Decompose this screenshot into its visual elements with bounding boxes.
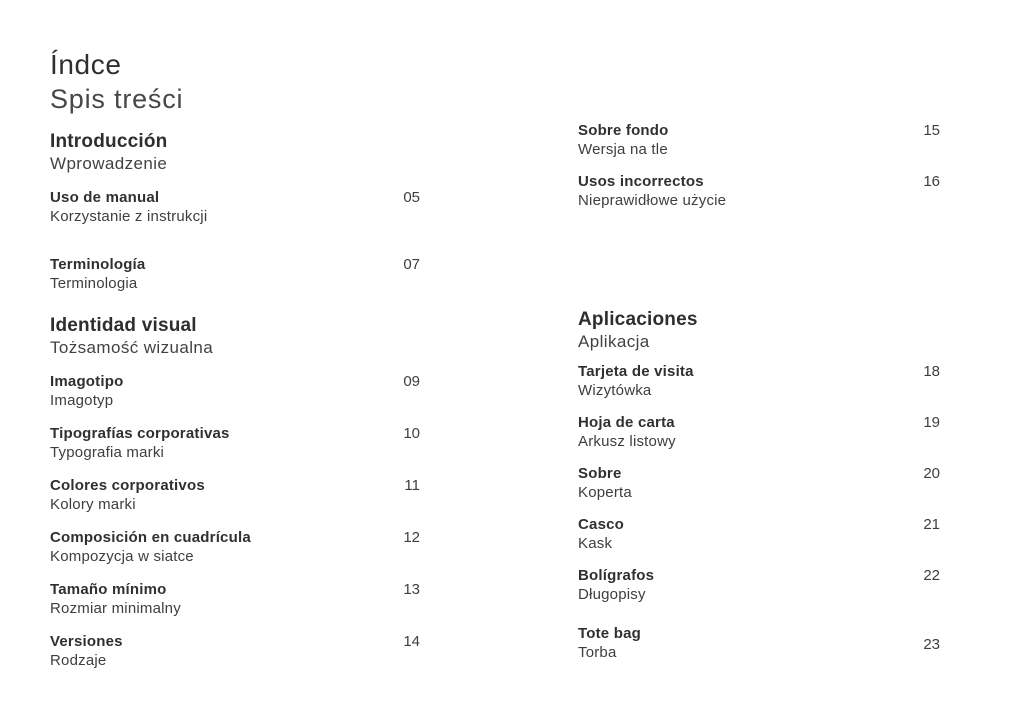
toc-entry-hoja-de-carta[interactable] [578, 413, 940, 451]
entry-title: Tote bag [578, 625, 641, 642]
left-column [50, 48, 420, 670]
toc-entry-tarjeta-de-visita[interactable] [578, 362, 940, 400]
entry-title: Imagotipo [50, 373, 124, 390]
toc-entry-imagotipo[interactable] [50, 372, 420, 410]
entry-title: Colores corporativos [50, 477, 205, 494]
entry-title: Sobre [578, 465, 622, 482]
section-subtitle: Wprowadzenie [50, 154, 168, 173]
entry-title: Bolígrafos [578, 567, 655, 584]
entry-page-number: 09 [403, 373, 420, 390]
entry-title: Tarjeta de visita [578, 363, 694, 380]
entry-subtitle: Wersja na tle [578, 141, 668, 158]
entry-title: Hoja de carta [578, 414, 675, 431]
entry-page-number: 11 [404, 477, 420, 494]
entry-page-number: 13 [403, 581, 420, 598]
entry-title: Usos incorrectos [578, 173, 704, 190]
entry-page-number: 18 [923, 363, 940, 380]
toc-entry-sobre[interactable] [578, 464, 940, 502]
section-subtitle: Tożsamość wizualna [50, 338, 214, 357]
entry-title: Terminología [50, 256, 146, 273]
section-title: Identidad visual [50, 315, 197, 336]
entry-subtitle: Torba [578, 644, 617, 661]
entry-subtitle: Korzystanie z instrukcji [50, 208, 208, 225]
entry-subtitle: Imagotyp [50, 392, 114, 409]
section-title: Aplicaciones [578, 309, 698, 330]
toc-entry-tote-bag[interactable] [578, 624, 940, 662]
toc-entry-casco[interactable] [578, 515, 940, 553]
entry-page-number: 15 [923, 122, 940, 139]
section-title: Introducción [50, 131, 168, 152]
entry-subtitle: Wizytówka [578, 382, 652, 399]
entry-page-number: 23 [923, 636, 940, 653]
toc-entry-sobre-fondo[interactable] [578, 121, 940, 159]
entry-subtitle: Typografia marki [50, 444, 165, 461]
entry-subtitle: Terminologia [50, 275, 138, 292]
entry-subtitle: Kompozycja w siatce [50, 548, 194, 565]
entry-subtitle: Kask [578, 535, 613, 552]
entry-subtitle: Rozmiar minimalny [50, 600, 181, 617]
toc-entry-uso-de-manual[interactable] [50, 188, 420, 226]
entry-title: Tamaño mínimo [50, 581, 167, 598]
entry-subtitle: Nieprawidłowe użycie [578, 192, 727, 209]
section-heading-identidad-visual [50, 314, 420, 358]
section-subtitle: Aplikacja [578, 332, 650, 351]
entry-title: Composición en cuadrícula [50, 529, 251, 546]
section-heading-aplicaciones [578, 308, 940, 352]
entry-title: Sobre fondo [578, 122, 669, 139]
entry-page-number: 20 [923, 465, 940, 482]
entry-subtitle: Długopisy [578, 586, 646, 603]
entry-page-number: 12 [403, 529, 420, 546]
entry-page-number: 22 [923, 567, 940, 584]
entry-page-number: 19 [923, 414, 940, 431]
entry-title: Tipografías corporativas [50, 425, 230, 442]
page-subtitle: Spis treści [50, 84, 184, 114]
entry-page-number: 16 [923, 173, 940, 190]
entry-page-number: 07 [403, 256, 420, 273]
entry-title: Uso de manual [50, 189, 160, 206]
entry-title: Casco [578, 516, 625, 533]
entry-subtitle: Arkusz listowy [578, 433, 676, 450]
entry-subtitle: Rodzaje [50, 652, 107, 669]
toc-entry-colores-corporativos[interactable] [50, 476, 420, 514]
entry-page-number: 05 [403, 189, 420, 206]
section-heading-introduccion [50, 130, 420, 174]
entry-page-number: 10 [403, 425, 420, 442]
entry-page-number: 21 [923, 516, 940, 533]
entry-page-number: 14 [403, 633, 420, 650]
toc-entry-terminologia[interactable] [50, 255, 420, 293]
toc-entry-tipografias-corporativas[interactable] [50, 424, 420, 462]
page-title: Índce [50, 49, 122, 80]
right-column [578, 121, 940, 662]
toc-entry-composicion-en-cuadricula[interactable] [50, 528, 420, 566]
entry-subtitle: Koperta [578, 484, 632, 501]
toc-entry-boligrafos[interactable] [578, 566, 940, 604]
entry-subtitle: Kolory marki [50, 496, 136, 513]
toc-entry-versiones[interactable] [50, 632, 420, 670]
toc-entry-tamano-minimo[interactable] [50, 580, 420, 618]
entry-title: Versiones [50, 633, 123, 650]
toc-entry-usos-incorrectos[interactable] [578, 172, 940, 210]
